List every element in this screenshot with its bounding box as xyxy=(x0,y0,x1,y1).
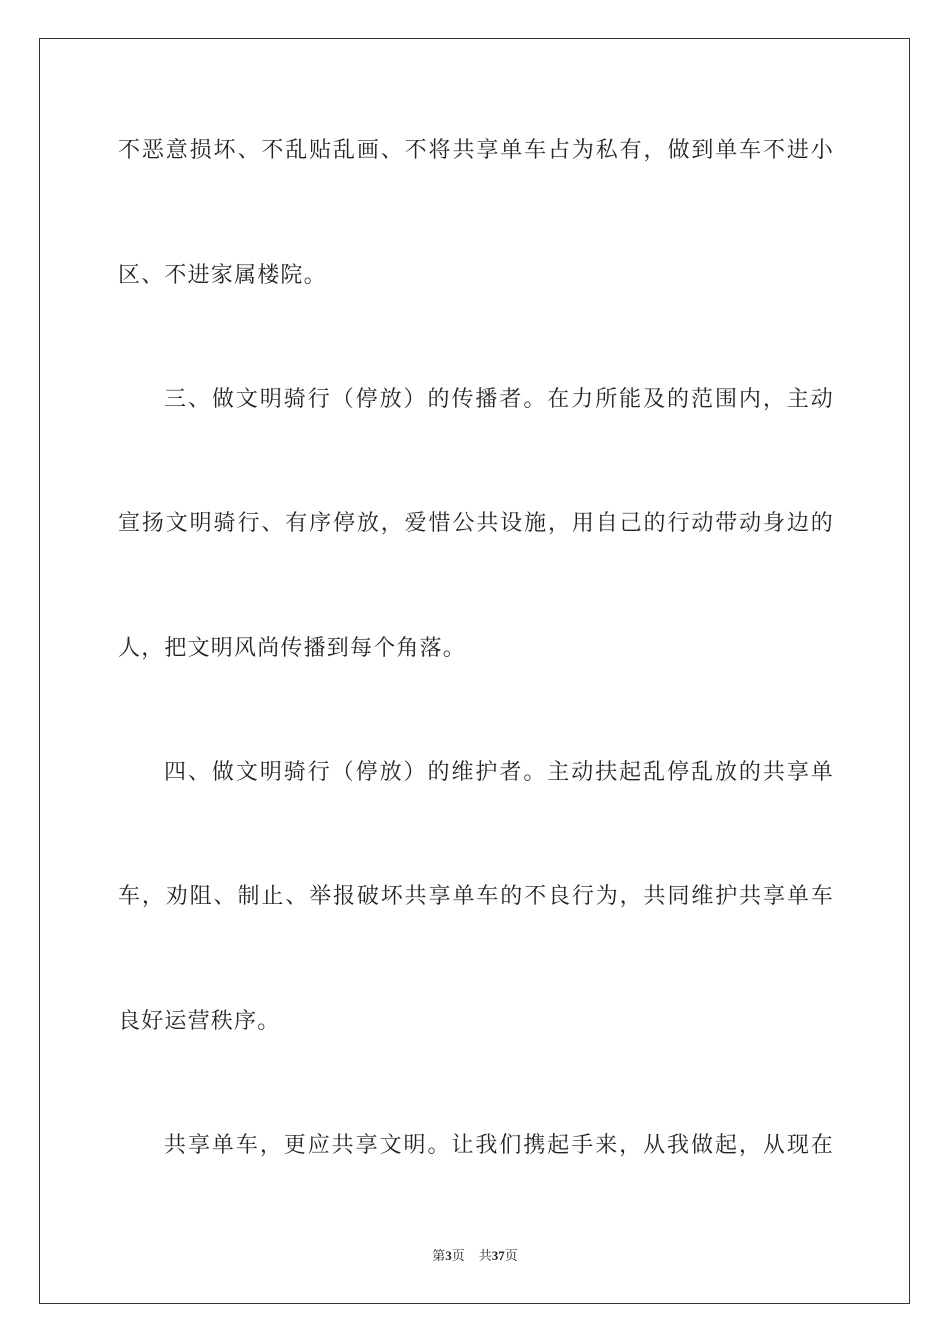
page-frame xyxy=(39,38,910,1304)
closing-paragraph-line: 共享单车，更应共享文明。让我们携起手来，从我做起，从现在 xyxy=(164,1133,834,1158)
paragraph-heading-four: 四、做文明骑行（停放）的维护者。主动扶起乱停乱放的共享单 xyxy=(164,760,834,785)
total-suffix: 页 xyxy=(504,1249,518,1264)
page-suffix: 页 xyxy=(451,1249,465,1264)
total-pages: 37 xyxy=(491,1248,505,1263)
text-line: 车，劝阻、制止、举报破坏共享单车的不良行为，共同维护共享单车 xyxy=(118,884,834,909)
page-number: 3 xyxy=(445,1248,452,1263)
text-line: 区、不进家属楼院。 xyxy=(118,263,327,288)
text-line: 人，把文明风尚传播到每个角落。 xyxy=(118,636,467,661)
page-footer xyxy=(0,1247,950,1266)
text-line: 不恶意损坏、不乱贴乱画、不将共享单车占为私有，做到单车不进小 xyxy=(118,138,834,163)
text-line: 宣扬文明骑行、有序停放，爱惜公共设施，用自己的行动带动身边的 xyxy=(118,511,834,536)
page-prefix: 第 xyxy=(432,1249,446,1264)
text-line: 良好运营秩序。 xyxy=(118,1009,281,1034)
paragraph-heading-three: 三、做文明骑行（停放）的传播者。在力所能及的范围内，主动 xyxy=(164,387,834,412)
total-prefix: 共 xyxy=(478,1249,492,1264)
